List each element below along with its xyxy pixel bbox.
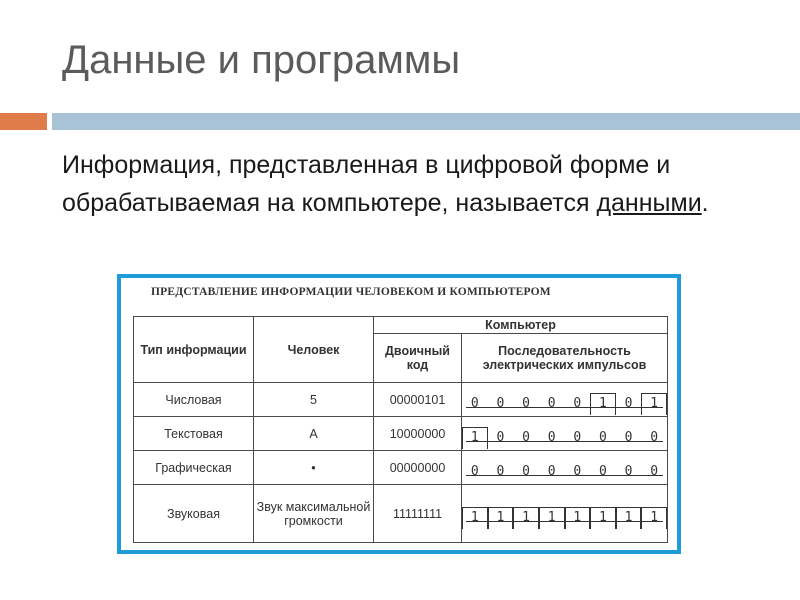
cell-human: Звук максимальной громкости bbox=[254, 485, 374, 543]
body-suffix: . bbox=[701, 189, 709, 217]
figure-caption: ПРЕДСТАВЛЕНИЕ ИНФОРМАЦИИ ЧЕЛОВЕКОМ И КОМПЬЮТЕРОМ bbox=[151, 286, 551, 298]
pulse-bit: 0 bbox=[573, 463, 582, 479]
pulse-bit: 0 bbox=[573, 395, 582, 411]
pulse-bit: 0 bbox=[522, 463, 530, 479]
header-type: Тип информации bbox=[134, 317, 254, 383]
cell-type: Графическая bbox=[134, 451, 254, 485]
body-paragraph bbox=[62, 146, 752, 222]
pulse-baseline bbox=[466, 441, 663, 442]
cell-pulses bbox=[462, 485, 668, 543]
pulse-bit: 0 bbox=[599, 463, 607, 479]
header-human: Человек bbox=[254, 317, 374, 383]
cell-type: Числовая bbox=[134, 383, 254, 417]
cell-human: 5 bbox=[254, 383, 374, 417]
title-rule bbox=[52, 113, 800, 130]
pulse-sequence bbox=[462, 423, 667, 445]
pulse-bit: 0 bbox=[547, 429, 556, 445]
pulse-bit: 0 bbox=[470, 395, 479, 411]
pulse-bit: 0 bbox=[547, 395, 556, 411]
pulse-bit: 0 bbox=[624, 463, 633, 479]
pulse-bit: 0 bbox=[573, 429, 582, 445]
header-computer: Компьютер bbox=[374, 317, 668, 334]
pulse-bit: 0 bbox=[522, 395, 530, 411]
table-row bbox=[134, 451, 668, 485]
representation-table bbox=[133, 316, 668, 543]
pulse-bit: 1 bbox=[462, 430, 488, 445]
pulse-bit: 1 bbox=[513, 510, 539, 525]
pulse-bit: 0 bbox=[624, 395, 633, 411]
pulse-bit: 0 bbox=[624, 429, 633, 445]
cell-pulses bbox=[462, 417, 668, 451]
pulse-bit: 1 bbox=[539, 510, 565, 525]
accent-bar bbox=[0, 113, 47, 130]
cell-pulses bbox=[462, 451, 668, 485]
pulse-sequence bbox=[462, 457, 667, 479]
pulse-bit: 1 bbox=[488, 510, 514, 525]
pulse-baseline bbox=[466, 475, 663, 476]
pulse-bit: 0 bbox=[599, 429, 607, 445]
cell-human: • bbox=[254, 451, 374, 485]
pulse-bit: 0 bbox=[470, 463, 479, 479]
term-data: данными bbox=[596, 189, 702, 217]
table-row bbox=[134, 383, 668, 417]
cell-binary: 11111111 bbox=[374, 485, 462, 543]
pulse-bit: 0 bbox=[650, 429, 659, 445]
pulse-baseline bbox=[466, 521, 663, 522]
cell-type: Звуковая bbox=[134, 485, 254, 543]
table-row bbox=[134, 417, 668, 451]
pulse-sequence bbox=[462, 389, 667, 411]
cell-pulses bbox=[462, 383, 668, 417]
cell-binary: 00000000 bbox=[374, 451, 462, 485]
pulse-bit: 1 bbox=[590, 510, 616, 525]
pulse-sequence bbox=[462, 503, 667, 525]
pulse-bit: 0 bbox=[522, 429, 530, 445]
slide-title: Данные и программы bbox=[62, 38, 461, 82]
cell-binary: 00000101 bbox=[374, 383, 462, 417]
header-pulses: Последовательность электрических импульсов bbox=[462, 334, 668, 383]
pulse-bit: 1 bbox=[590, 396, 616, 411]
cell-binary: 10000000 bbox=[374, 417, 462, 451]
table-row bbox=[134, 485, 668, 543]
pulse-bit: 1 bbox=[616, 510, 642, 525]
pulse-bit: 1 bbox=[641, 396, 667, 411]
pulse-bit: 0 bbox=[496, 429, 505, 445]
pulse-bit: 1 bbox=[462, 510, 488, 525]
pulse-bit: 1 bbox=[641, 510, 667, 525]
pulse-baseline bbox=[466, 407, 663, 408]
header-binary: Двоичный код bbox=[374, 334, 462, 383]
pulse-bit: 0 bbox=[496, 395, 505, 411]
pulse-bit: 0 bbox=[650, 463, 659, 479]
pulse-bit: 0 bbox=[547, 463, 556, 479]
cell-human: А bbox=[254, 417, 374, 451]
pulse-bit: 0 bbox=[496, 463, 505, 479]
body-text: Информация, представленная в цифровой форме и обрабатываемая на компьютере, называется bbox=[62, 151, 671, 217]
cell-type: Текстовая bbox=[134, 417, 254, 451]
pulse-bit: 1 bbox=[565, 510, 591, 525]
figure-table bbox=[117, 274, 681, 554]
